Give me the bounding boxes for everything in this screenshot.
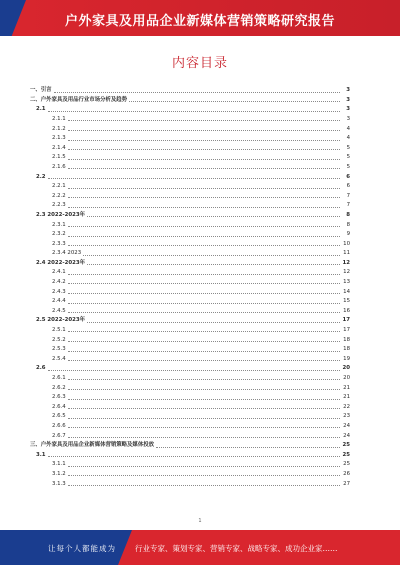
page-number: 1 [198, 518, 202, 524]
toc-entry[interactable] [30, 362, 350, 372]
toc-leader-dots [68, 331, 340, 332]
toc-entry-label: 2.2.3 [52, 202, 66, 209]
toc-entry-page: 6 [346, 173, 350, 180]
toc-entry-page: 8 [346, 211, 350, 218]
toc-entry-label: 2.4.1 [52, 269, 66, 276]
toc-leader-dots [87, 322, 340, 323]
toc-entry-page: 21 [343, 384, 350, 391]
toc-leader-dots [68, 283, 340, 284]
toc-entry-label: 2.4.4 [52, 298, 66, 305]
toc-entry[interactable] [30, 247, 350, 257]
toc-entry-page: 22 [343, 403, 350, 410]
toc-entry[interactable] [30, 228, 350, 238]
toc-entry-page: 11 [343, 250, 350, 257]
toc-entry[interactable] [30, 94, 350, 104]
toc-entry-page: 15 [343, 298, 350, 305]
toc-entry-label: 2.3 2022-2023年 [36, 211, 86, 218]
toc-entry-label: 2.2.2 [52, 192, 66, 199]
toc-entry-label: 2.3.4 2023 [52, 250, 82, 257]
toc-entry[interactable] [30, 468, 350, 478]
footer-banner [0, 530, 400, 565]
toc-entry[interactable] [30, 477, 350, 487]
toc-leader-dots [68, 485, 340, 486]
toc-entry-label: 2.5.1 [52, 327, 66, 334]
toc-leader-dots [68, 475, 340, 476]
toc-entry-label: 2.6.3 [52, 394, 66, 401]
toc-entry-page: 6 [346, 183, 350, 190]
toc-leader-dots [48, 178, 340, 179]
toc-leader-dots [68, 408, 340, 409]
toc-entry[interactable] [30, 324, 350, 334]
toc-entry-label: 2.1.1 [52, 115, 66, 122]
toc-entry-label: 2.2 [36, 173, 46, 180]
toc-entry-label: 2.6 [36, 365, 46, 372]
toc-entry-page: 4 [346, 135, 350, 142]
toc-leader-dots [68, 312, 340, 313]
toc-leader-dots [68, 130, 340, 131]
toc-entry-page: 19 [343, 355, 350, 362]
toc-entry[interactable] [30, 391, 350, 401]
toc-entry-page: 18 [343, 346, 350, 353]
toc-entry-label: 2.5.2 [52, 336, 66, 343]
toc-leader-dots [68, 341, 340, 342]
toc-entry-page: 5 [346, 163, 350, 170]
toc-leader-dots [68, 379, 340, 380]
toc-entry-page: 7 [346, 202, 350, 209]
toc-entry-page: 12 [342, 259, 350, 266]
toc-entry-label: 2.4.5 [52, 307, 66, 314]
toc-leader-dots [68, 274, 340, 275]
toc-entry-label: 2.1.4 [52, 144, 66, 151]
toc-entry-label: 3.1.3 [52, 480, 66, 487]
toc-entry-label: 2.3.2 [52, 231, 66, 238]
toc-entry-page: 18 [343, 336, 350, 343]
report-title: 户外家具及用品企业新媒体营销策略研究报告 [64, 14, 335, 29]
toc-leader-dots [68, 360, 340, 361]
toc-leader-dots [48, 456, 340, 457]
toc-entry[interactable] [30, 372, 350, 382]
toc-leader-dots [68, 351, 340, 352]
toc-entry-page: 25 [342, 442, 350, 449]
toc-entry-page: 23 [343, 413, 350, 420]
toc-entry[interactable] [30, 420, 350, 430]
toc-entry-page: 26 [343, 470, 350, 477]
toc-entry-page: 24 [343, 422, 350, 429]
toc-entry[interactable] [30, 113, 350, 123]
toc-leader-dots [68, 418, 340, 419]
toc-entry-label: 2.6.7 [52, 432, 66, 439]
toc-entry-page: 17 [343, 327, 350, 334]
toc-entry[interactable] [30, 285, 350, 295]
toc-entry[interactable] [30, 353, 350, 363]
toc-entry-label: 2.3.3 [52, 240, 66, 247]
toc-heading: 内容目录 [171, 56, 228, 71]
toc-entry-page: 27 [343, 480, 350, 487]
toc-entry[interactable] [30, 151, 350, 161]
toc-leader-dots [68, 197, 340, 198]
toc-leader-dots [68, 399, 340, 400]
toc-leader-dots [68, 149, 340, 150]
toc-entry-label: 2.5 2022-2023年 [36, 317, 86, 324]
toc-entry-label: 三、户外家具及用品企业新媒体营销策略及媒体投放 [30, 442, 154, 449]
toc-entry-page: 25 [343, 461, 350, 468]
toc-entry-page: 14 [343, 288, 350, 295]
toc-leader-dots [68, 207, 340, 208]
toc-entry-page: 16 [343, 307, 350, 314]
toc-leader-dots [68, 236, 340, 237]
toc-entry-page: 21 [343, 394, 350, 401]
toc-entry[interactable] [30, 170, 350, 180]
toc-entry[interactable] [30, 132, 350, 142]
toc-entry[interactable] [30, 333, 350, 343]
toc-entry[interactable] [30, 410, 350, 420]
toc-leader-dots [68, 427, 340, 428]
toc-entry-label: 3.1 [36, 451, 46, 458]
toc-entry-page: 7 [346, 192, 350, 199]
toc-entry[interactable] [30, 122, 350, 132]
footer-slogan-left: 让每个人都能成为 [48, 544, 116, 553]
toc-entry-label: 2.5.4 [52, 355, 66, 362]
toc-leader-dots [156, 447, 340, 448]
toc-entry-page: 4 [346, 125, 350, 132]
toc-entry[interactable] [30, 103, 350, 113]
toc-entry[interactable] [30, 218, 350, 228]
toc-entry[interactable] [30, 429, 350, 439]
toc-entry[interactable] [30, 190, 350, 200]
header-banner [0, 0, 400, 36]
toc-leader-dots [68, 159, 340, 160]
toc-leader-dots [68, 293, 340, 294]
toc-entry[interactable] [30, 238, 350, 248]
toc-leader-dots [68, 466, 340, 467]
toc-entry-label: 2.6.5 [52, 413, 66, 420]
toc-entry-label: 3.1.2 [52, 470, 66, 477]
toc-leader-dots [129, 101, 340, 102]
toc-entry-label: 2.6.4 [52, 403, 66, 410]
toc-entry-page: 3 [346, 87, 350, 94]
toc-leader-dots [68, 437, 340, 438]
toc-entry-label: 2.6.6 [52, 422, 66, 429]
toc-leader-dots [87, 264, 340, 265]
toc-entry[interactable] [30, 343, 350, 353]
toc-entry-page: 17 [342, 317, 350, 324]
toc-entry-label: 一、引言 [30, 87, 52, 94]
toc-entry[interactable] [30, 84, 350, 94]
toc-entry-page: 9 [346, 231, 350, 238]
toc-entry[interactable] [30, 276, 350, 286]
toc-leader-dots [68, 303, 340, 304]
toc-entry-label: 2.1 [36, 106, 46, 113]
toc-entry[interactable] [30, 439, 350, 449]
toc-entry-label: 2.4 2022-2023年 [36, 259, 86, 266]
toc-entry-page: 24 [343, 432, 350, 439]
toc-leader-dots [68, 188, 340, 189]
toc-entry[interactable] [30, 209, 350, 219]
toc-leader-dots [48, 370, 340, 371]
toc-entry-label: 2.2.1 [52, 183, 66, 190]
toc-entry-page: 25 [342, 451, 350, 458]
toc-entry[interactable] [30, 458, 350, 468]
toc-entry-label: 2.6.1 [52, 375, 66, 381]
toc-leader-dots [83, 255, 340, 256]
toc-entry[interactable] [30, 401, 350, 411]
toc-entry-label: 3.1.1 [52, 461, 66, 468]
toc-leader-dots [54, 92, 340, 93]
toc-entry-label: 2.1.6 [52, 163, 66, 170]
toc-entry-page: 3 [346, 106, 350, 113]
toc-leader-dots [68, 389, 340, 390]
toc-entry-label: 2.5.3 [52, 346, 66, 353]
toc-entry-page: 3 [346, 115, 350, 122]
toc-entry-page: 5 [346, 154, 350, 161]
toc-entry-page: 8 [346, 221, 350, 228]
toc-entry-page: 3 [346, 96, 350, 103]
toc-leader-dots [68, 168, 340, 169]
toc-entry-label: 2.6.2 [52, 384, 66, 391]
toc-entry-label: 2.1.3 [52, 135, 66, 142]
toc-entry[interactable] [30, 295, 350, 305]
toc-entry-page: 13 [343, 279, 350, 286]
toc-leader-dots [68, 140, 340, 141]
footer-slogan-right: 行业专家、策划专家、营销专家、战略专家、成功企业家…… [135, 544, 338, 553]
toc-leader-dots [87, 216, 340, 217]
toc-entry-label: 2.4.3 [52, 288, 66, 295]
toc-entry-label: 2.1.5 [52, 154, 66, 161]
toc-entry-page: 5 [346, 144, 350, 151]
toc-leader-dots [68, 226, 340, 227]
toc-entry-page: 12 [343, 269, 350, 276]
table-of-contents [30, 84, 350, 487]
toc-entry-page: 20 [342, 365, 350, 372]
toc-entry-label: 2.1.2 [52, 125, 66, 132]
toc-entry[interactable] [30, 161, 350, 171]
toc-entry[interactable] [30, 257, 350, 267]
toc-entry[interactable] [30, 142, 350, 152]
toc-entry-label: 二、户外家具及用品行业市场分析及趋势 [30, 96, 128, 103]
toc-entry[interactable] [30, 266, 350, 276]
toc-entry[interactable] [30, 314, 350, 324]
toc-entry[interactable] [30, 305, 350, 315]
toc-entry[interactable] [30, 180, 350, 190]
toc-entry[interactable] [30, 199, 350, 209]
toc-entry-page: 10 [343, 240, 350, 247]
toc-entry-page: 20 [343, 375, 350, 381]
toc-entry-label: 2.4.2 [52, 279, 66, 286]
toc-leader-dots [68, 120, 340, 121]
toc-leader-dots [68, 245, 340, 246]
toc-entry[interactable] [30, 381, 350, 391]
toc-entry-label: 2.3.1 [52, 221, 66, 228]
toc-entry[interactable] [30, 449, 350, 459]
toc-leader-dots [48, 111, 340, 112]
